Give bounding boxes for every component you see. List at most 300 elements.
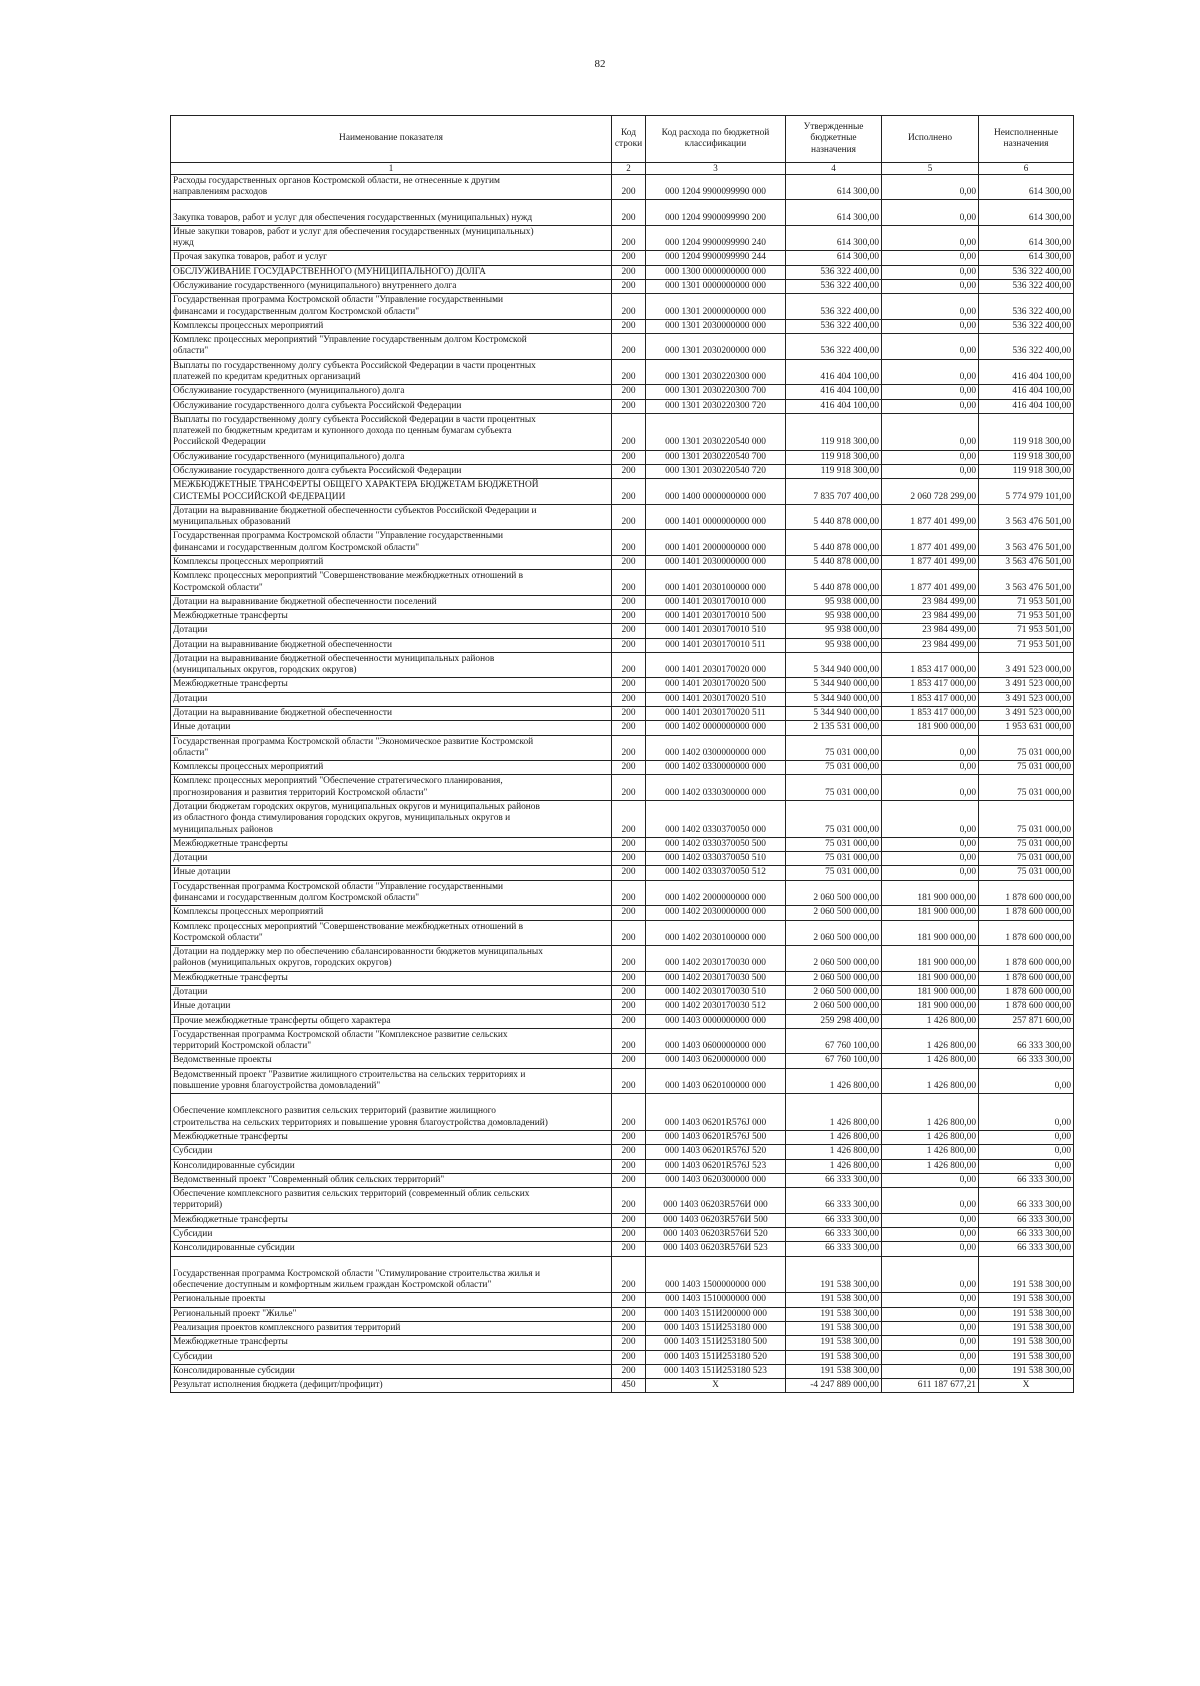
row-unexecuted: 119 918 300,00	[979, 450, 1074, 464]
header-executed: Исполнено	[882, 116, 979, 163]
row-line-code: 200	[612, 1028, 646, 1054]
row-approved: 2 060 500 000,00	[786, 971, 882, 985]
row-unexecuted: 536 322 400,00	[979, 334, 1074, 360]
row-budget-code: 000 1403 06201R576J 523	[646, 1159, 786, 1173]
row-executed: 0,00	[882, 334, 979, 360]
row-name: Дотации	[171, 624, 612, 638]
row-executed: 0,00	[882, 385, 979, 399]
column-number: 1	[171, 163, 612, 175]
row-unexecuted: 3 563 476 501,00	[979, 555, 1074, 569]
column-number: 5	[882, 163, 979, 175]
row-approved: 614 300,00	[786, 174, 882, 200]
row-name: Консолидированные субсидии	[171, 1159, 612, 1173]
row-unexecuted: 191 538 300,00	[979, 1364, 1074, 1378]
table-header	[171, 116, 1074, 175]
row-budget-code: 000 1403 06203R576И 523	[646, 1242, 786, 1256]
row-budget-code: 000 1301 2030220300 720	[646, 399, 786, 413]
row-unexecuted: 3 491 523 000,00	[979, 652, 1074, 678]
row-executed: 0,00	[882, 359, 979, 385]
row-budget-code: 000 1301 2030220540 700	[646, 450, 786, 464]
row-unexecuted: 191 538 300,00	[979, 1256, 1074, 1293]
row-name: Выплаты по государственному долгу субъекта Российской Федерации в части процентных платежей по бюджетным кредитам и купонного дохода по ценным бумагам субъекта Российской Федерации	[171, 413, 612, 450]
row-approved: 416 404 100,00	[786, 399, 882, 413]
row-approved: 2 060 500 000,00	[786, 920, 882, 946]
row-unexecuted: 191 538 300,00	[979, 1350, 1074, 1364]
row-approved: 536 322 400,00	[786, 265, 882, 279]
row-budget-code: 000 1402 2030170030 500	[646, 971, 786, 985]
row-name: Комплексы процессных мероприятий	[171, 555, 612, 569]
row-approved: 2 135 531 000,00	[786, 721, 882, 735]
row-unexecuted: 3 563 476 501,00	[979, 504, 1074, 530]
row-name: Дотации на выравнивание бюджетной обеспеченности	[171, 707, 612, 721]
row-name: Комплексы процессных мероприятий	[171, 761, 612, 775]
table-row	[171, 1145, 1074, 1159]
table-row	[171, 280, 1074, 294]
row-line-code: 200	[612, 225, 646, 251]
table-row	[171, 1188, 1074, 1214]
row-unexecuted: 191 538 300,00	[979, 1336, 1074, 1350]
row-name: Дотации на выравнивание бюджетной обеспеченности	[171, 638, 612, 652]
row-name: Расходы государственных органов Костромской области, не отнесенные к другим направлениям расходов	[171, 174, 612, 200]
row-budget-code: 000 1403 0600000000 000	[646, 1028, 786, 1054]
row-name: Межбюджетные трансферты	[171, 678, 612, 692]
row-unexecuted: 1 878 600 000,00	[979, 971, 1074, 985]
row-line-code: 200	[612, 1054, 646, 1068]
table-row	[171, 880, 1074, 906]
row-approved: 259 298 400,00	[786, 1014, 882, 1028]
row-executed: 2 060 728 299,00	[882, 479, 979, 505]
row-approved: 66 333 300,00	[786, 1213, 882, 1227]
table-row	[171, 866, 1074, 880]
row-approved: 67 760 100,00	[786, 1054, 882, 1068]
row-unexecuted: 75 031 000,00	[979, 837, 1074, 851]
row-executed: 0,00	[882, 1256, 979, 1293]
table-row	[171, 971, 1074, 985]
row-approved: 75 031 000,00	[786, 761, 882, 775]
row-executed: 0,00	[882, 294, 979, 320]
row-line-code: 200	[612, 1131, 646, 1145]
row-approved: 5 440 878 000,00	[786, 530, 882, 556]
row-budget-code: 000 1402 2030170030 000	[646, 946, 786, 972]
row-line-code: 200	[612, 624, 646, 638]
row-unexecuted: 66 333 300,00	[979, 1188, 1074, 1214]
row-approved: 191 538 300,00	[786, 1350, 882, 1364]
row-approved: 5 344 940 000,00	[786, 678, 882, 692]
table-row	[171, 1364, 1074, 1378]
row-executed: 1 426 800,00	[882, 1131, 979, 1145]
table-row	[171, 1321, 1074, 1335]
table-row	[171, 852, 1074, 866]
row-budget-code: 000 1403 06203R576И 000	[646, 1188, 786, 1214]
row-budget-code: 000 1403 151И253180 500	[646, 1336, 786, 1350]
header-unexecuted: Неисполненные назначения	[979, 116, 1074, 163]
row-budget-code: 000 1403 0000000000 000	[646, 1014, 786, 1028]
row-unexecuted: 614 300,00	[979, 251, 1074, 265]
row-approved: 191 538 300,00	[786, 1293, 882, 1307]
page-number: 82	[594, 58, 606, 70]
row-approved: 5 344 940 000,00	[786, 652, 882, 678]
row-budget-code: 000 1401 2030170010 000	[646, 595, 786, 609]
row-unexecuted: 75 031 000,00	[979, 735, 1074, 761]
column-number: 6	[979, 163, 1074, 175]
table-row	[171, 1054, 1074, 1068]
row-unexecuted: X	[979, 1379, 1074, 1393]
row-unexecuted: 0,00	[979, 1131, 1074, 1145]
row-executed: 0,00	[882, 319, 979, 333]
row-unexecuted: 75 031 000,00	[979, 852, 1074, 866]
row-line-code: 200	[612, 735, 646, 761]
row-line-code: 200	[612, 1228, 646, 1242]
row-line-code: 200	[612, 359, 646, 385]
column-number: 4	[786, 163, 882, 175]
row-executed: 0,00	[882, 251, 979, 265]
row-name: Государственная программа Костромской области "Комплексное развитие сельских территорий Костромской области"	[171, 1028, 612, 1054]
table-row	[171, 775, 1074, 801]
row-approved: 614 300,00	[786, 225, 882, 251]
row-budget-code: 000 1402 2030170030 510	[646, 985, 786, 999]
row-budget-code: 000 1402 0330300000 000	[646, 775, 786, 801]
table-row	[171, 1256, 1074, 1293]
table-row	[171, 1028, 1074, 1054]
row-unexecuted: 614 300,00	[979, 200, 1074, 226]
row-name: Консолидированные субсидии	[171, 1242, 612, 1256]
table-row	[171, 530, 1074, 556]
row-approved: 119 918 300,00	[786, 413, 882, 450]
row-line-code: 200	[612, 610, 646, 624]
row-unexecuted: 71 953 501,00	[979, 610, 1074, 624]
column-number: 3	[646, 163, 786, 175]
row-budget-code: 000 1403 06203R576И 520	[646, 1228, 786, 1242]
row-line-code: 450	[612, 1379, 646, 1393]
row-name: Межбюджетные трансферты	[171, 1336, 612, 1350]
row-name: Консолидированные субсидии	[171, 1364, 612, 1378]
table-row	[171, 200, 1074, 226]
header-budget-code: Код расхода по бюджетной классификации	[646, 116, 786, 163]
row-name: Обслуживание государственного долга субъекта Российской Федерации	[171, 399, 612, 413]
row-executed: 0,00	[882, 1336, 979, 1350]
row-line-code: 200	[612, 985, 646, 999]
row-name: Дотации бюджетам городских округов, муниципальных округов и муниципальных районов из областного фонда стимулирования городских округов, муниципальных округов и муниципальных районов	[171, 801, 612, 838]
row-unexecuted: 1 878 600 000,00	[979, 906, 1074, 920]
table-row	[171, 1379, 1074, 1393]
row-line-code: 200	[612, 1364, 646, 1378]
row-executed: 181 900 000,00	[882, 1000, 979, 1014]
row-name: Обслуживание государственного (муниципального) долга	[171, 385, 612, 399]
row-line-code: 200	[612, 1173, 646, 1187]
table-row	[171, 1014, 1074, 1028]
row-budget-code: 000 1301 2030220300 000	[646, 359, 786, 385]
row-approved: 191 538 300,00	[786, 1321, 882, 1335]
row-unexecuted: 3 491 523 000,00	[979, 692, 1074, 706]
row-line-code: 200	[612, 265, 646, 279]
row-unexecuted: 1 878 600 000,00	[979, 1000, 1074, 1014]
table-row	[171, 1293, 1074, 1307]
row-line-code: 200	[612, 530, 646, 556]
table-row	[171, 761, 1074, 775]
row-executed: 181 900 000,00	[882, 985, 979, 999]
row-approved: 95 938 000,00	[786, 624, 882, 638]
row-approved: 191 538 300,00	[786, 1336, 882, 1350]
row-line-code: 200	[612, 721, 646, 735]
row-budget-code: 000 1204 9900099990 000	[646, 174, 786, 200]
row-line-code: 200	[612, 638, 646, 652]
row-line-code: 200	[612, 399, 646, 413]
row-unexecuted: 75 031 000,00	[979, 761, 1074, 775]
row-name: Межбюджетные трансферты	[171, 1213, 612, 1227]
row-unexecuted: 416 404 100,00	[979, 399, 1074, 413]
row-line-code: 200	[612, 761, 646, 775]
row-approved: 66 333 300,00	[786, 1188, 882, 1214]
row-approved: 5 440 878 000,00	[786, 504, 882, 530]
table-row	[171, 1336, 1074, 1350]
row-budget-code: 000 1300 0000000000 000	[646, 265, 786, 279]
row-approved: 2 060 500 000,00	[786, 1000, 882, 1014]
row-executed: 0,00	[882, 1364, 979, 1378]
row-approved: 416 404 100,00	[786, 385, 882, 399]
row-approved: 1 426 800,00	[786, 1131, 882, 1145]
row-unexecuted: 191 538 300,00	[979, 1293, 1074, 1307]
row-budget-code: 000 1403 151И253180 523	[646, 1364, 786, 1378]
row-line-code: 200	[612, 866, 646, 880]
table-row	[171, 413, 1074, 450]
row-approved: 536 322 400,00	[786, 280, 882, 294]
row-unexecuted: 1 953 631 000,00	[979, 721, 1074, 735]
row-name: Прочая закупка товаров, работ и услуг	[171, 251, 612, 265]
table-row	[171, 479, 1074, 505]
row-executed: 0,00	[882, 280, 979, 294]
row-budget-code: 000 1401 0000000000 000	[646, 504, 786, 530]
row-executed: 611 187 677,21	[882, 1379, 979, 1393]
row-executed: 1 853 417 000,00	[882, 652, 979, 678]
table-row	[171, 638, 1074, 652]
table-row	[171, 652, 1074, 678]
row-line-code: 200	[612, 555, 646, 569]
row-budget-code: 000 1402 0300000000 000	[646, 735, 786, 761]
row-executed: 0,00	[882, 200, 979, 226]
row-line-code: 200	[612, 1188, 646, 1214]
table-row	[171, 624, 1074, 638]
row-budget-code: 000 1401 2030170020 510	[646, 692, 786, 706]
row-line-code: 200	[612, 678, 646, 692]
row-approved: 2 060 500 000,00	[786, 880, 882, 906]
row-line-code: 200	[612, 880, 646, 906]
row-executed: 0,00	[882, 1307, 979, 1321]
row-executed: 181 900 000,00	[882, 920, 979, 946]
table-row	[171, 464, 1074, 478]
row-budget-code: 000 1402 0330370050 500	[646, 837, 786, 851]
table-row	[171, 504, 1074, 530]
row-approved: 66 333 300,00	[786, 1242, 882, 1256]
row-unexecuted: 614 300,00	[979, 174, 1074, 200]
row-approved: 614 300,00	[786, 200, 882, 226]
row-approved: 119 918 300,00	[786, 464, 882, 478]
row-budget-code: 000 1402 2030170030 512	[646, 1000, 786, 1014]
row-approved: 75 031 000,00	[786, 801, 882, 838]
row-name: Государственная программа Костромской области "Экономическое развитие Костромской области"	[171, 735, 612, 761]
table-row	[171, 1159, 1074, 1173]
row-name: Государственная программа Костромской области "Стимулирование строительства жилья и обеспечение доступным и комфортным жильем граждан Костромской области"	[171, 1256, 612, 1293]
row-executed: 1 426 800,00	[882, 1145, 979, 1159]
table-row	[171, 1228, 1074, 1242]
row-approved: 75 031 000,00	[786, 837, 882, 851]
row-name: Дотации на выравнивание бюджетной обеспеченности субъектов Российской Федерации и муниципальных образований	[171, 504, 612, 530]
row-line-code: 200	[612, 1213, 646, 1227]
row-line-code: 200	[612, 1350, 646, 1364]
row-approved: 95 938 000,00	[786, 595, 882, 609]
row-budget-code: 000 1402 0000000000 000	[646, 721, 786, 735]
row-approved: 75 031 000,00	[786, 866, 882, 880]
row-budget-code: 000 1403 151И253180 000	[646, 1321, 786, 1335]
row-budget-code: 000 1301 2030220540 000	[646, 413, 786, 450]
table-row	[171, 1350, 1074, 1364]
row-unexecuted: 1 878 600 000,00	[979, 880, 1074, 906]
column-number: 2	[612, 163, 646, 175]
row-name: Комплекс процессных мероприятий "Обеспечение стратегического планирования, прогнозирования и развития территорий Костромской области"	[171, 775, 612, 801]
row-unexecuted: 119 918 300,00	[979, 464, 1074, 478]
row-executed: 0,00	[882, 450, 979, 464]
row-line-code: 200	[612, 334, 646, 360]
row-name: Комплекс процессных мероприятий "Управление государственным долгом Костромской области"	[171, 334, 612, 360]
row-budget-code: 000 1402 2030000000 000	[646, 906, 786, 920]
row-budget-code: 000 1204 9900099990 240	[646, 225, 786, 251]
row-name: Субсидии	[171, 1145, 612, 1159]
row-name: Региональный проект "Жилье"	[171, 1307, 612, 1321]
row-executed: 1 426 800,00	[882, 1028, 979, 1054]
row-approved: 191 538 300,00	[786, 1364, 882, 1378]
row-executed: 0,00	[882, 174, 979, 200]
budget-execution-table	[170, 115, 1074, 1393]
row-executed: 1 853 417 000,00	[882, 678, 979, 692]
row-unexecuted: 536 322 400,00	[979, 319, 1074, 333]
row-executed: 0,00	[882, 399, 979, 413]
row-budget-code: 000 1402 2030100000 000	[646, 920, 786, 946]
row-approved: 191 538 300,00	[786, 1256, 882, 1293]
row-name: Дотации на выравнивание бюджетной обеспеченности поселений	[171, 595, 612, 609]
row-name: Выплаты по государственному долгу субъекта Российской Федерации в части процентных платежей по кредитам кредитных организаций	[171, 359, 612, 385]
table-row	[171, 595, 1074, 609]
row-executed: 1 877 401 499,00	[882, 504, 979, 530]
row-line-code: 200	[612, 946, 646, 972]
row-approved: 66 333 300,00	[786, 1228, 882, 1242]
row-name: Обслуживание государственного (муниципального) долга	[171, 450, 612, 464]
row-budget-code: 000 1402 2000000000 000	[646, 880, 786, 906]
row-name: Дотации	[171, 985, 612, 999]
row-executed: 23 984 499,00	[882, 595, 979, 609]
row-unexecuted: 3 491 523 000,00	[979, 678, 1074, 692]
row-budget-code: 000 1401 2030100000 000	[646, 570, 786, 596]
row-name: Обслуживание государственного (муниципального) внутреннего долга	[171, 280, 612, 294]
row-approved: 191 538 300,00	[786, 1307, 882, 1321]
row-executed: 0,00	[882, 464, 979, 478]
row-approved: 536 322 400,00	[786, 319, 882, 333]
row-approved: 2 060 500 000,00	[786, 906, 882, 920]
row-approved: 536 322 400,00	[786, 294, 882, 320]
row-budget-code: 000 1400 0000000000 000	[646, 479, 786, 505]
row-budget-code: 000 1301 2030000000 000	[646, 319, 786, 333]
row-line-code: 200	[612, 595, 646, 609]
row-approved: 67 760 100,00	[786, 1028, 882, 1054]
row-approved: 536 322 400,00	[786, 334, 882, 360]
row-executed: 0,00	[882, 1350, 979, 1364]
row-budget-code: 000 1402 0330370050 512	[646, 866, 786, 880]
row-executed: 1 877 401 499,00	[882, 570, 979, 596]
row-name: Межбюджетные трансферты	[171, 610, 612, 624]
row-approved: 416 404 100,00	[786, 359, 882, 385]
row-executed: 23 984 499,00	[882, 624, 979, 638]
row-executed: 0,00	[882, 1242, 979, 1256]
row-executed: 181 900 000,00	[882, 906, 979, 920]
row-line-code: 200	[612, 837, 646, 851]
header-name: Наименование показателя	[171, 116, 612, 163]
row-budget-code: 000 1301 2000000000 000	[646, 294, 786, 320]
row-line-code: 200	[612, 852, 646, 866]
row-budget-code: 000 1401 2030170020 511	[646, 707, 786, 721]
row-name: Дотации	[171, 692, 612, 706]
row-line-code: 200	[612, 920, 646, 946]
row-executed: 0,00	[882, 265, 979, 279]
row-name: МЕЖБЮДЖЕТНЫЕ ТРАНСФЕРТЫ ОБЩЕГО ХАРАКТЕРА БЮДЖЕТАМ БЮДЖЕТНОЙ СИСТЕМЫ РОССИЙСКОЙ ФЕДЕРАЦИИ	[171, 479, 612, 505]
row-line-code: 200	[612, 294, 646, 320]
row-executed: 1 877 401 499,00	[882, 555, 979, 569]
row-approved: 75 031 000,00	[786, 735, 882, 761]
row-line-code: 200	[612, 450, 646, 464]
row-name: Межбюджетные трансферты	[171, 1131, 612, 1145]
row-budget-code: 000 1403 1510000000 000	[646, 1293, 786, 1307]
row-line-code: 200	[612, 707, 646, 721]
row-name: Обеспечение комплексного развития сельских территорий (современный облик сельских территорий)	[171, 1188, 612, 1214]
row-approved: 5 344 940 000,00	[786, 707, 882, 721]
row-unexecuted: 119 918 300,00	[979, 413, 1074, 450]
row-budget-code: 000 1301 2030200000 000	[646, 334, 786, 360]
row-line-code: 200	[612, 174, 646, 200]
row-executed: 0,00	[882, 775, 979, 801]
row-executed: 0,00	[882, 1228, 979, 1242]
table-row	[171, 721, 1074, 735]
table-row	[171, 399, 1074, 413]
row-budget-code: 000 1402 0330370050 000	[646, 801, 786, 838]
row-line-code: 200	[612, 906, 646, 920]
table-row	[171, 837, 1074, 851]
row-executed: 0,00	[882, 1293, 979, 1307]
row-approved: 1 426 800,00	[786, 1145, 882, 1159]
row-line-code: 200	[612, 1000, 646, 1014]
row-line-code: 200	[612, 319, 646, 333]
row-name: Реализация проектов комплексного развития территорий	[171, 1321, 612, 1335]
table-row	[171, 1242, 1074, 1256]
row-approved: 1 426 800,00	[786, 1159, 882, 1173]
row-executed: 0,00	[882, 852, 979, 866]
row-budget-code: 000 1301 2030220300 700	[646, 385, 786, 399]
row-name: Иные дотации	[171, 721, 612, 735]
row-line-code: 200	[612, 1242, 646, 1256]
row-budget-code: 000 1403 0620300000 000	[646, 1173, 786, 1187]
row-name: Государственная программа Костромской области "Управление государственными финансами и государственным долгом Костромской области"	[171, 294, 612, 320]
row-approved: 75 031 000,00	[786, 852, 882, 866]
table-body	[171, 174, 1074, 1393]
row-budget-code: 000 1204 9900099990 244	[646, 251, 786, 265]
row-executed: 181 900 000,00	[882, 721, 979, 735]
row-budget-code: X	[646, 1379, 786, 1393]
row-name: Ведомственный проект "Современный облик сельских территорий"	[171, 1173, 612, 1187]
table-row	[171, 1131, 1074, 1145]
row-executed: 23 984 499,00	[882, 610, 979, 624]
row-unexecuted: 257 871 600,00	[979, 1014, 1074, 1028]
row-line-code: 200	[612, 1293, 646, 1307]
row-executed: 1 426 800,00	[882, 1054, 979, 1068]
row-unexecuted: 0,00	[979, 1094, 1074, 1131]
row-line-code: 200	[612, 1145, 646, 1159]
row-unexecuted: 75 031 000,00	[979, 775, 1074, 801]
